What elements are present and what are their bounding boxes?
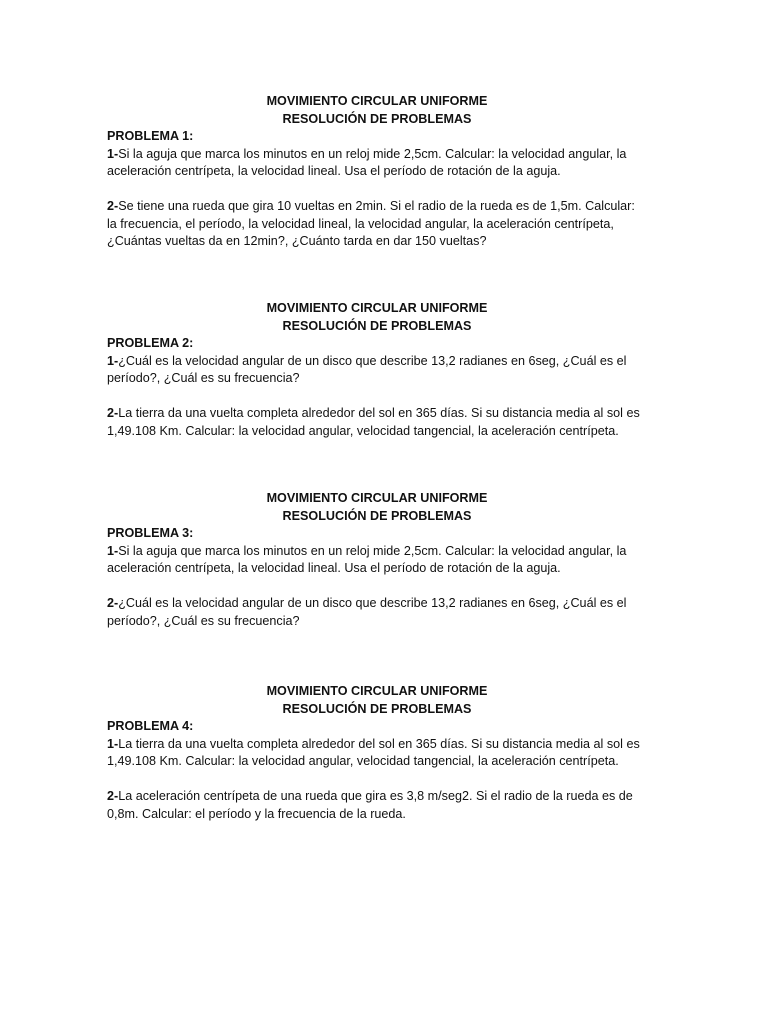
problem-set-3 (107, 490, 647, 630)
problem-number: 1- (107, 353, 119, 368)
section-title: MOVIMIENTO CIRCULAR UNIFORME (266, 491, 488, 505)
problem-text: La tierra da una vuelta completa alrededor del sol en 365 días. Si su distancia media al sol es 1,49.108 Km. Calcular: la velocidad angular, velocidad tangencial, la aceleración centrípeta. (107, 406, 640, 438)
problem-item (107, 595, 647, 630)
problem-item (107, 353, 647, 388)
problem-number: 2- (107, 789, 119, 803)
problem-text: La aceleración centrípeta de una rueda que gira es 3,8 m/seg2. Si el radio de la rueda es de 0,8m. Calcular: el período y la frecuencia de la rueda. (107, 789, 633, 821)
section-subtitle: RESOLUCIÓN DE PROBLEMAS (282, 318, 472, 333)
section-subtitle: RESOLUCIÓN DE PROBLEMAS (282, 111, 472, 126)
problem-number: 1- (107, 736, 119, 751)
problem-label: PROBLEMA 2: (107, 336, 194, 350)
problem-label: PROBLEMA 3: (107, 526, 194, 540)
problem-text: ¿Cuál es la velocidad angular de un disco que describe 13,2 radianes en 6seg, ¿Cuál es el período?, ¿Cuál es su frecuencia? (107, 596, 627, 628)
problem-text: Si la aguja que marca los minutos en un reloj mide 2,5cm. Calcular: la velocidad angular, la aceleración centrípeta, la velocidad lineal. Usa el período de rotación de la aguja. (107, 543, 627, 575)
problem-number: 2- (107, 596, 119, 610)
problem-item (107, 788, 647, 823)
problem-text: Si la aguja que marca los minutos en un reloj mide 2,5cm. Calcular: la velocidad angular, la aceleración centrípeta, la velocidad lineal. Usa el período de rotación de la aguja. (107, 146, 627, 178)
problem-label: PROBLEMA 1: (107, 129, 194, 143)
problem-set-4 (107, 683, 647, 823)
section-title: MOVIMIENTO CIRCULAR UNIFORME (266, 684, 488, 698)
problem-number: 1- (107, 146, 119, 161)
problem-number: 2- (107, 199, 119, 213)
problem-text: Se tiene una rueda que gira 10 vueltas en 2min. Si el radio de la rueda es de 1,5m. Calcular: la frecuencia, el período, la velocidad lineal, la velocidad angular, la aceleración centrípeta, ¿Cuántas vueltas da en 12min?, ¿Cuánto tarda en dar 150 vueltas? (107, 199, 635, 248)
problem-item (107, 198, 647, 251)
section-subtitle: RESOLUCIÓN DE PROBLEMAS (282, 701, 472, 716)
problem-set-2 (107, 300, 647, 440)
problem-item (107, 146, 647, 181)
problem-label: PROBLEMA 4: (107, 719, 194, 733)
problem-text: La tierra da una vuelta completa alrededor del sol en 365 días. Si su distancia media al sol es 1,49.108 Km. Calcular: la velocidad angular, velocidad tangencial, la aceleración centrípeta. (107, 736, 640, 768)
problem-item (107, 405, 647, 440)
problem-number: 1- (107, 543, 119, 558)
problem-item (107, 736, 647, 771)
problem-item (107, 543, 647, 578)
section-title: MOVIMIENTO CIRCULAR UNIFORME (266, 301, 488, 315)
problem-set-1 (107, 93, 647, 251)
problem-text: ¿Cuál es la velocidad angular de un disco que describe 13,2 radianes en 6seg, ¿Cuál es el período?, ¿Cuál es su frecuencia? (107, 353, 627, 385)
problem-number: 2- (107, 406, 119, 420)
section-subtitle: RESOLUCIÓN DE PROBLEMAS (282, 508, 472, 523)
section-title: MOVIMIENTO CIRCULAR UNIFORME (266, 94, 488, 108)
